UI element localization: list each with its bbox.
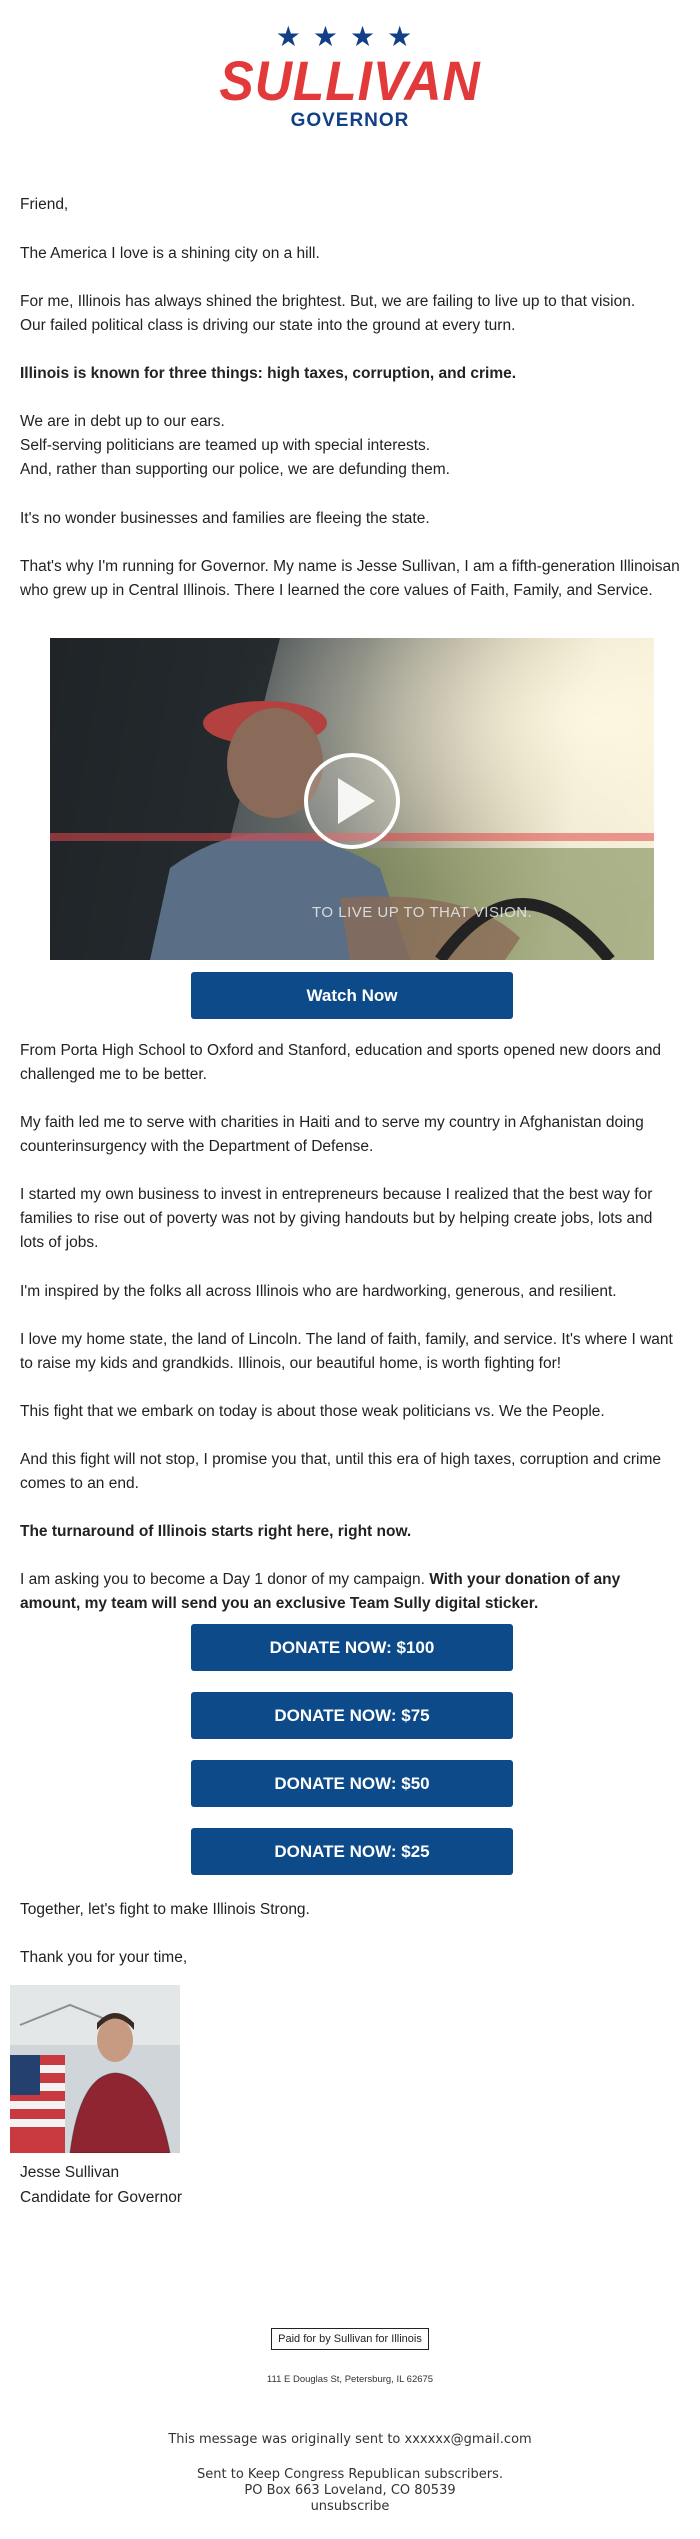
paragraph-line: For me, Illinois has always shined the brightest. But, we are failing to live up to that vision. [20, 293, 636, 310]
paragraph-line: And, rather than supporting our police, we are defunding them. [20, 461, 450, 478]
paid-for-disclaimer: Paid for by Sullivan for Illinois [271, 2328, 429, 2350]
paragraph-fleeing: It's no wonder businesses and families are fleeing the state. [20, 510, 430, 527]
po-box-address: PO Box 663 Loveland, CO 80539 [244, 2483, 456, 2498]
paragraph-thanks: Thank you for your time, [20, 1949, 188, 1966]
paragraph-vision [20, 290, 680, 338]
signature-title: Candidate for Governor [20, 2189, 182, 2206]
greeting: Friend, [20, 196, 69, 213]
ask-text: I am asking you to become a Day 1 donor of my campaign. [20, 1571, 425, 1588]
paragraph-promise: And this fight will not stop, I promise you that, until this era of high taxes, corruption and crime comes to an end. [20, 1451, 661, 1492]
donate-100-button[interactable]: DONATE NOW: $100 [191, 1624, 513, 1671]
unsubscribe-link[interactable]: unsubscribe [310, 2499, 390, 2514]
paragraph-turnaround: The turnaround of Illinois starts right here, right now. [20, 1523, 412, 1540]
logo-name: SULLIVAN [219, 49, 481, 112]
paragraph-education: From Porta High School to Oxford and Stanford, education and sports opened new doors and challenged me to be better. [20, 1042, 662, 1083]
paragraph-running: That's why I'm running for Governor. My name is Jesse Sullivan, I am a fifth-generation Illinoisan who grew up in Central Illinois. There I learned the core values of Faith, Family, and Service. [20, 558, 680, 599]
paragraph-line: Our failed political class is driving our state into the ground at every turn. [20, 317, 516, 334]
video-caption: TO LIVE UP TO THAT VISION. [312, 904, 533, 921]
paragraph-faith: My faith led me to serve with charities in Haiti and to serve my country in Afghanistan doing counterinsurgency with the Department of Defense. [20, 1114, 644, 1155]
donate-50-button[interactable]: DONATE NOW: $50 [191, 1760, 513, 1807]
video-thumbnail[interactable] [50, 638, 654, 960]
logo-stars: ★★★★ [275, 21, 425, 52]
candidate-photo [10, 1985, 180, 2153]
paragraph-shining-city: The America I love is a shining city on a hill. [20, 245, 320, 262]
donate-25-button[interactable]: DONATE NOW: $25 [191, 1828, 513, 1875]
paid-for-box-wrapper [0, 2328, 700, 2350]
paragraph-line: Self-serving politicians are teamed up with special interests. [20, 437, 431, 454]
paragraph-business: I started my own business to invest in entrepreneurs because I realized that the best way for families to rise out of poverty was not by giving handouts but by helping create jobs, lots and lots of jobs. [20, 1186, 653, 1251]
paragraph-line: We are in debt up to our ears. [20, 413, 225, 430]
paragraph-fight: This fight that we embark on today is about those weak politicians vs. We the People. [20, 1403, 605, 1420]
ask-bold-text: With your donation of any amount, my team will send you an exclusive Team Sully digital sticker. [20, 1571, 621, 1612]
campaign-address: 111 E Douglas St, Petersburg, IL 62675 [266, 2374, 434, 2385]
paragraph-ask [20, 1568, 680, 1616]
signature-name: Jesse Sullivan [20, 2164, 120, 2181]
paragraph-inspired: I'm inspired by the folks all across Illinois who are hardworking, generous, and resilient. [20, 1283, 617, 1300]
paragraph-three-things: Illinois is known for three things: high taxes, corruption, and crime. [20, 365, 517, 382]
logo-subtitle: GOVERNOR [290, 110, 410, 131]
paragraph-debt [20, 410, 680, 482]
paragraph-home-state: I love my home state, the land of Lincoln. The land of faith, family, and service. It's where I want to raise my kids and grandkids. Illinois, our beautiful home, is worth fighting for! [20, 1331, 673, 1372]
watch-now-button[interactable]: Watch Now [191, 972, 513, 1019]
sent-to-notice: This message was originally sent to xxxxxx@gmail.com [168, 2432, 532, 2447]
signature [20, 2160, 680, 2210]
subscriber-notice: Sent to Keep Congress Republican subscribers. [197, 2467, 503, 2482]
paragraph-together: Together, let's fight to make Illinois Strong. [20, 1901, 310, 1918]
donate-75-button[interactable]: DONATE NOW: $75 [191, 1692, 513, 1739]
